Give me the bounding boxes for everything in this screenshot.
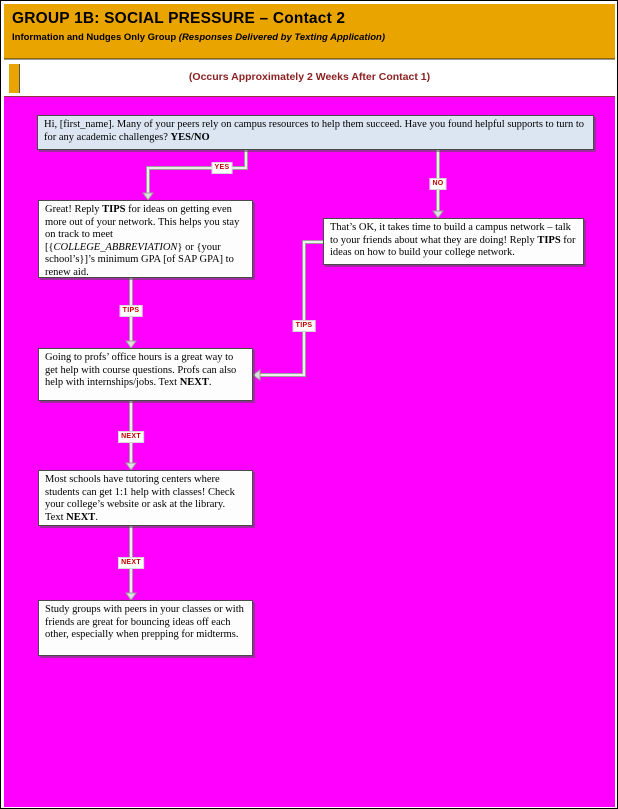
tip-tutoring-node: Most schools have tutoring centers where students can get 1:1 help with classes! Check your college’s website or ask at the library. Text NEXT. xyxy=(38,470,253,526)
page-title: GROUP 1B: SOCIAL PRESSURE – Contact 2 xyxy=(12,10,346,27)
label-next-1: NEXT xyxy=(118,431,144,443)
page-header xyxy=(4,4,615,59)
label-yes: YES xyxy=(212,162,233,174)
tip-office-hours-node: Going to profs’ office hours is a great way to get help with course questions. Profs can also help with internships/jobs. Text NEXT. xyxy=(38,348,253,401)
page-subtitle: Information and Nudges Only Group (Responses Delivered by Texting Application) xyxy=(12,32,386,43)
tip-study-groups-node: Study groups with peers in your classes or with friends are great for bouncing ideas off each other, especially when prepping for midterms. xyxy=(38,600,253,656)
intro-message-node: Hi, [first_name]. Many of your peers rely on campus resources to help them succeed. Have you found helpful supports to turn to for any academic challenges? YES/NO xyxy=(37,115,594,150)
college-abbreviation-placeholder: COLLEGE_ABBREVIATION xyxy=(53,241,178,253)
label-next-2: NEXT xyxy=(118,557,144,569)
label-no: NO xyxy=(429,178,446,190)
timing-note: (Occurs Approximately 2 Weeks After Contact 1) xyxy=(188,71,431,83)
no-branch-node: That’s OK, it takes time to build a campus network – talk to your friends about what they are doing! Reply TIPS for ideas on how to build your college network. xyxy=(323,218,584,265)
yes-branch-node: Great! Reply TIPS for ideas on getting even more out of your network. This helps you stay on track to meet [{COLLEGE_ABBREVIATION} or {your school’s}]’s minimum GPA [of SAP GPA] to renew aid. xyxy=(38,200,253,278)
label-tips-right: TIPS xyxy=(293,320,316,332)
intro-yesno: YES/NO xyxy=(170,131,210,143)
timing-band xyxy=(4,59,615,97)
page-subtitle-paren: (Responses Delivered by Texting Application) xyxy=(178,32,386,43)
label-tips-left: TIPS xyxy=(120,305,143,317)
